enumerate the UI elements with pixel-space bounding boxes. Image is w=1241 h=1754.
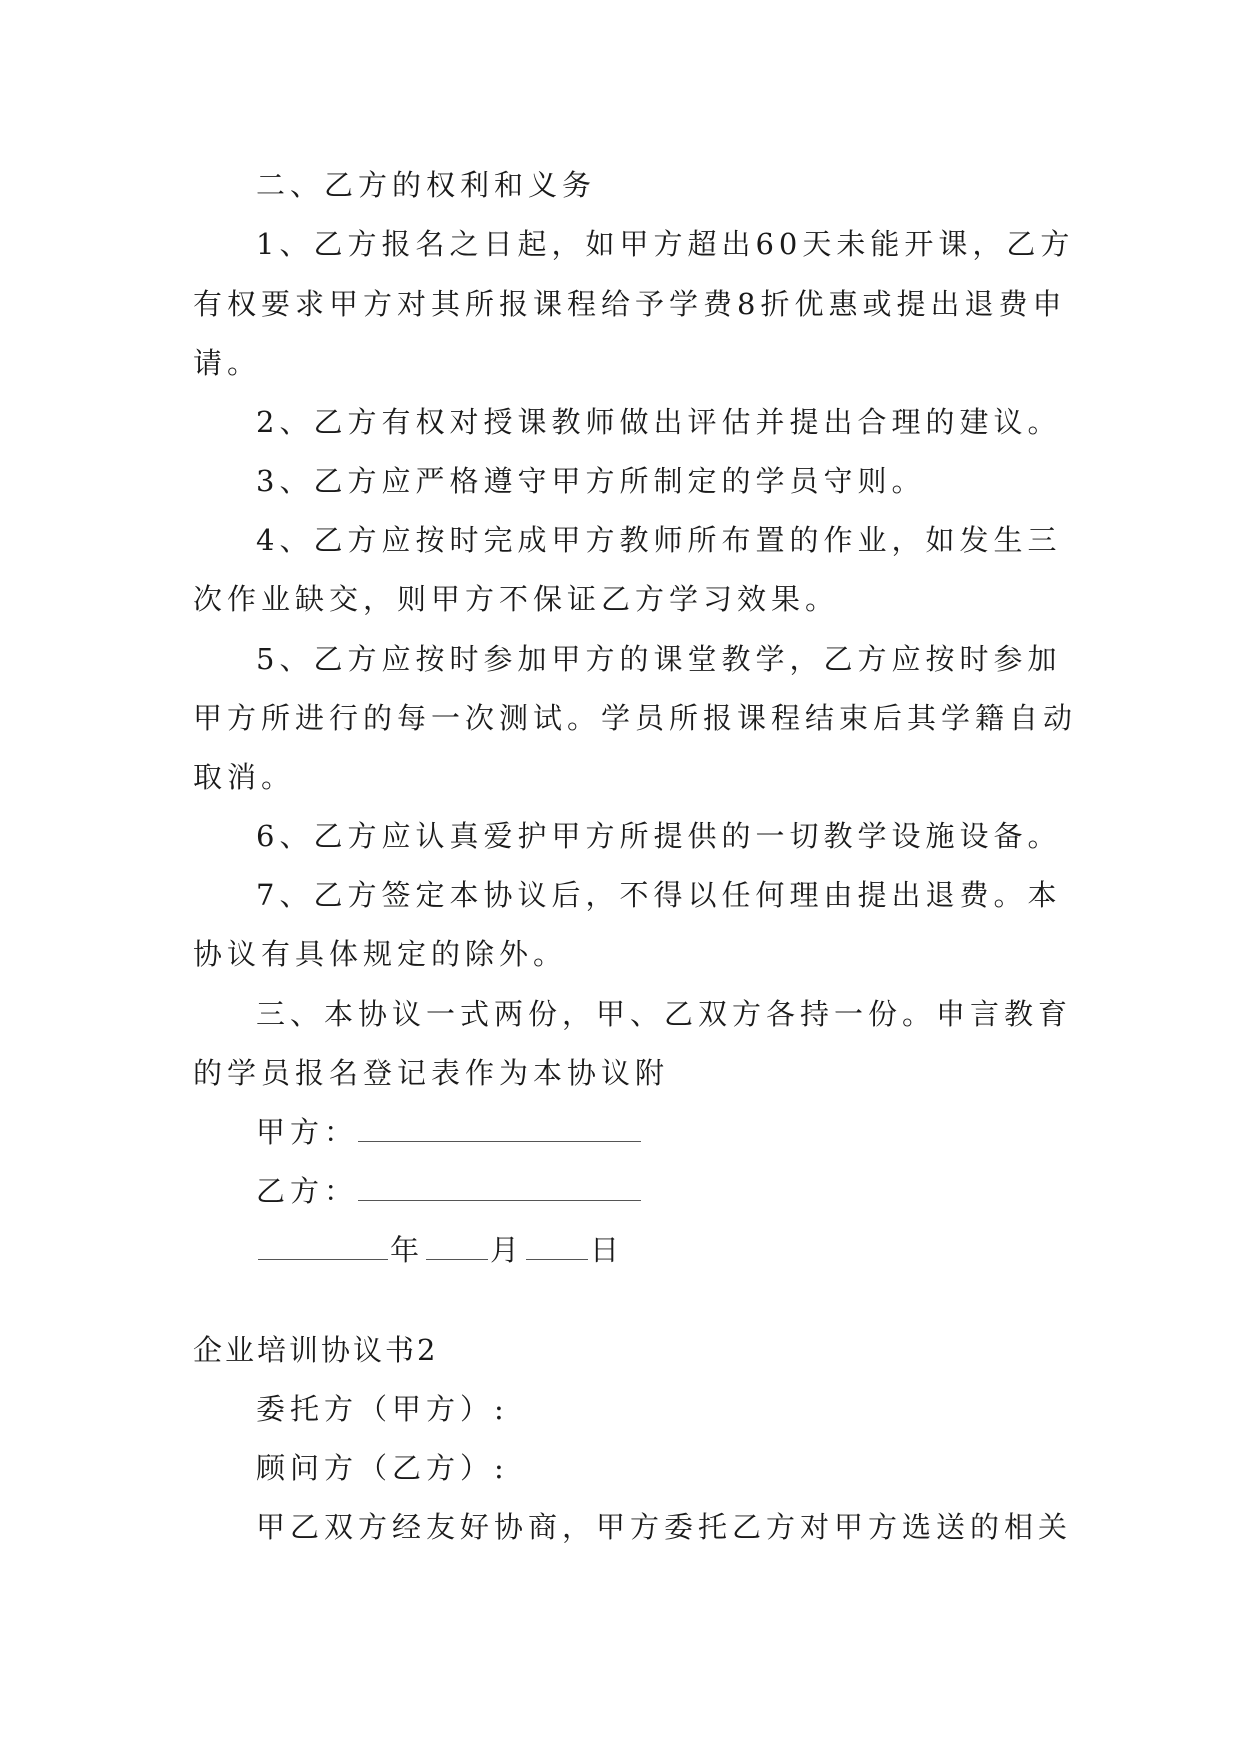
section-3-line-2: 的学员报名登记表作为本协议附	[193, 1056, 670, 1090]
item-2: 2、乙方有权对授课教师做出评估并提出合理的建议。	[256, 405, 1062, 439]
consultant-party-line: 顾问方（乙方）:	[256, 1451, 509, 1485]
section-2-heading: 二、乙方的权利和义务	[256, 168, 597, 202]
item-5-line-2: 甲方所进行的每一次测试。学员所报课程结束后其学籍自动	[193, 701, 1078, 735]
item-1-line-3: 请。	[193, 346, 262, 380]
agreement-2-intro-line-1: 甲乙双方经友好协商，甲方委托乙方对甲方选送的相关	[256, 1510, 1073, 1544]
month-blank	[426, 1235, 488, 1260]
month-label: 月	[490, 1233, 525, 1267]
item-5-line-3: 取消。	[193, 760, 296, 794]
section-3-line-1: 三、本协议一式两份，甲、乙双方各持一份。申言教育	[256, 997, 1073, 1031]
item-7-line-2: 协议有具体规定的除外。	[193, 937, 568, 971]
item-1-line-1: 1、乙方报名之日起，如甲方超出60天未能开课，乙方	[256, 227, 1075, 261]
party-a-signature-row	[256, 1112, 641, 1152]
item-4-line-1: 4、乙方应按时完成甲方教师所布置的作业，如发生三	[256, 523, 1062, 557]
party-a-signature-blank	[358, 1117, 641, 1142]
date-row	[256, 1230, 624, 1270]
item-3: 3、乙方应严格遵守甲方所制定的学员守则。	[256, 464, 926, 498]
agreement-2-title: 企业培训协议书2	[193, 1333, 439, 1367]
item-1-line-2: 有权要求甲方对其所报课程给予学费8折优惠或提出退费申	[193, 287, 1067, 321]
item-6: 6、乙方应认真爱护甲方所提供的一切教学设施设备。	[256, 819, 1062, 853]
day-label: 日	[590, 1233, 625, 1267]
client-party-line: 委托方（甲方）:	[256, 1392, 509, 1426]
item-4-line-2: 次作业缺交，则甲方不保证乙方学习效果。	[193, 582, 840, 616]
party-b-signature-blank	[358, 1176, 641, 1201]
party-b-signature-row	[256, 1171, 641, 1211]
item-7-line-1: 7、乙方签定本协议后，不得以任何理由提出退费。本	[256, 878, 1062, 912]
party-b-label: 乙方：	[256, 1174, 359, 1208]
party-a-label: 甲方：	[256, 1115, 359, 1149]
item-5-line-1: 5、乙方应按时参加甲方的课堂教学，乙方应按时参加	[256, 642, 1062, 676]
year-label: 年	[390, 1233, 425, 1267]
year-blank	[258, 1235, 388, 1260]
day-blank	[526, 1235, 588, 1260]
